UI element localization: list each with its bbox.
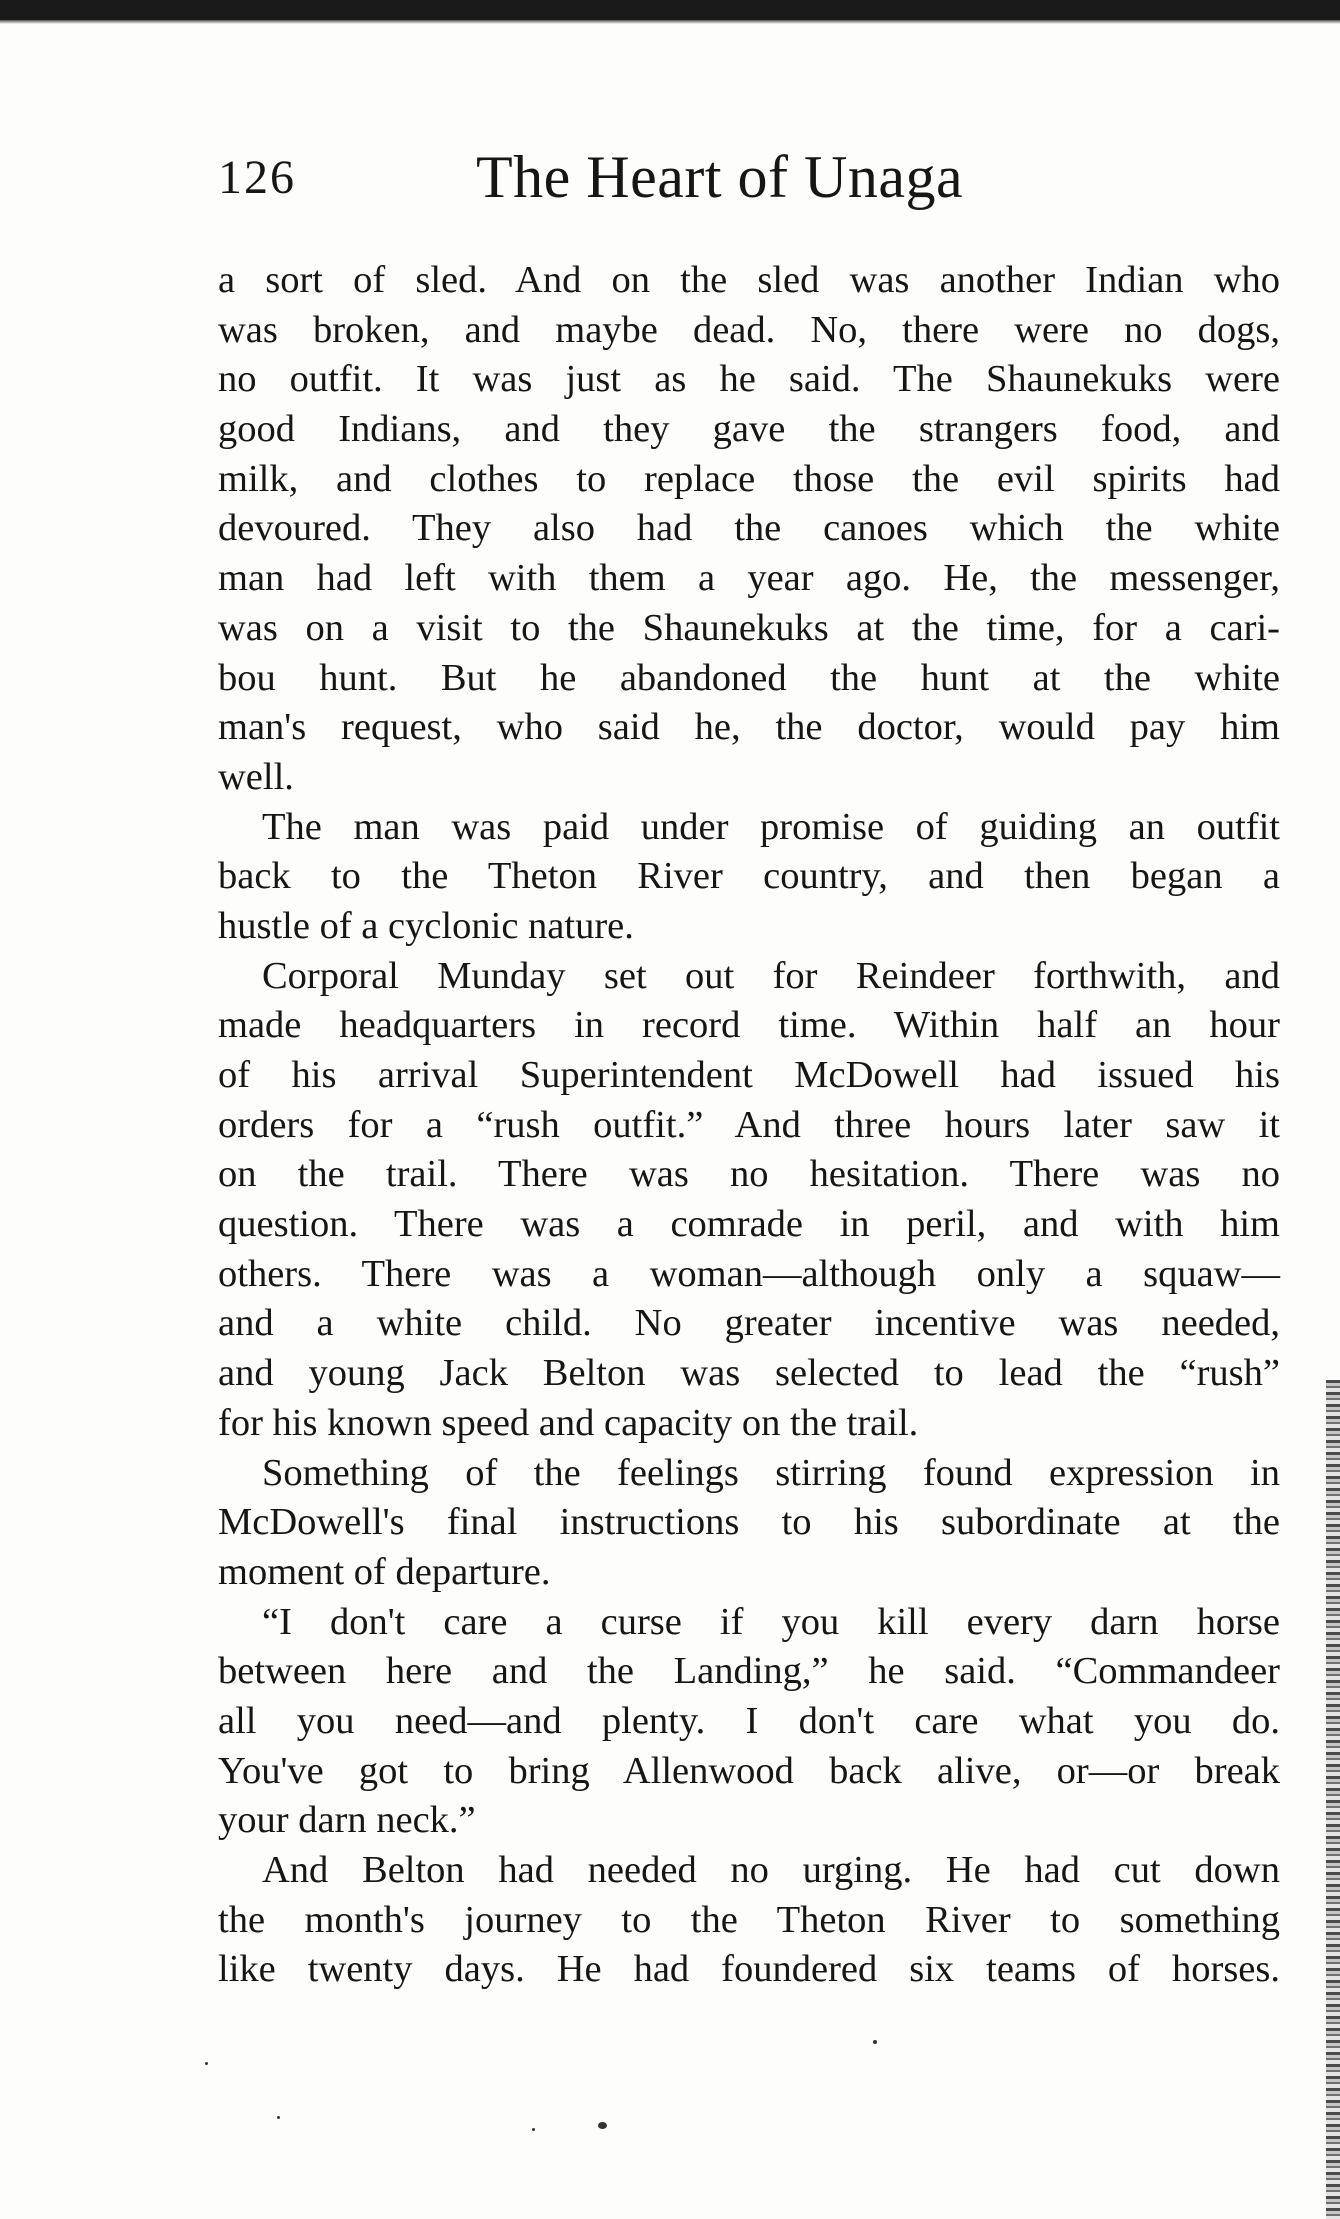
paragraph-start-line: And Belton had needed no urging. He had cut down <box>262 1849 1280 1891</box>
text-line: like twenty days. He had foundered six teams of horses. <box>218 1948 1280 1991</box>
scan-speck <box>277 2116 280 2119</box>
text-line: orders for a “rush outfit.” And three hours later saw it <box>218 1103 1280 1146</box>
text-line: and a white child. No greater incentive was needed, <box>218 1302 1280 1345</box>
text-line: all you need—and plenty. I don't care what you do. <box>218 1699 1280 1742</box>
paragraph-start-line: “I don't care a curse if you kill every darn horse <box>262 1600 1280 1643</box>
page-number: 126 <box>218 151 296 204</box>
text-line: milk, and clothes to replace those the evil spirits had <box>218 457 1280 500</box>
scan-right-edge <box>1326 1380 1340 2219</box>
running-title: The Heart of Unaga <box>476 144 964 210</box>
scan-speck <box>598 2122 607 2129</box>
text-line: hustle of a cyclonic nature. <box>218 904 634 947</box>
text-line: between here and the Landing,” he said. “Commandeer <box>218 1650 1280 1693</box>
text-line: made headquarters in record time. Within half an hour <box>218 1004 1280 1047</box>
text-line: others. There was a woman—although only a squaw— <box>218 1252 1280 1295</box>
paragraph-start-line: Something of the feelings stirring found expression in <box>262 1451 1280 1494</box>
text-line: question. There was a comrade in peril, and with him <box>218 1203 1280 1246</box>
text-line: was broken, and maybe dead. No, there were no dogs, <box>218 308 1280 351</box>
text-line: moment of departure. <box>218 1550 551 1593</box>
text-line: You've got to bring Allenwood back alive, or—or break <box>218 1749 1280 1792</box>
text-line: well. <box>218 755 294 798</box>
text-line: no outfit. It was just as he said. The Shaunekuks were <box>218 358 1280 401</box>
paragraph-start-line: The man was paid under promise of guiding an outfit <box>262 805 1280 848</box>
body-text <box>218 256 1280 1995</box>
scan-speck <box>873 2040 877 2044</box>
scan-speck <box>205 2062 208 2065</box>
text-line: on the trail. There was no hesitation. There was no <box>218 1153 1280 1196</box>
text-line: for his known speed and capacity on the trail. <box>218 1401 919 1444</box>
text-line: your darn neck.” <box>218 1799 476 1842</box>
scan-top-border-fade <box>0 20 1340 24</box>
text-line: the month's journey to the Theton River to something <box>218 1898 1280 1941</box>
paragraph-start-line: Corporal Munday set out for Reindeer forthwith, and <box>262 954 1280 997</box>
scan-top-border <box>0 0 1340 20</box>
text-line: man's request, who said he, the doctor, would pay him <box>218 706 1280 749</box>
text-line: was on a visit to the Shaunekuks at the time, for a cari- <box>218 606 1280 649</box>
text-line: good Indians, and they gave the strangers food, and <box>218 408 1280 451</box>
text-line: of his arrival Superintendent McDowell had issued his <box>218 1054 1280 1096</box>
text-line: McDowell's final instructions to his subordinate at the <box>218 1501 1280 1544</box>
text-line: man had left with them a year ago. He, the messenger, <box>218 557 1280 600</box>
text-line: devoured. They also had the canoes which the white <box>218 507 1280 550</box>
text-line: back to the Theton River country, and then began a <box>218 855 1280 898</box>
scan-speck <box>532 2128 535 2131</box>
text-line: and young Jack Belton was selected to lead the “rush” <box>218 1352 1280 1395</box>
text-line: a sort of sled. And on the sled was another Indian who <box>218 259 1280 301</box>
text-line: bou hunt. But he abandoned the hunt at the white <box>218 656 1280 699</box>
